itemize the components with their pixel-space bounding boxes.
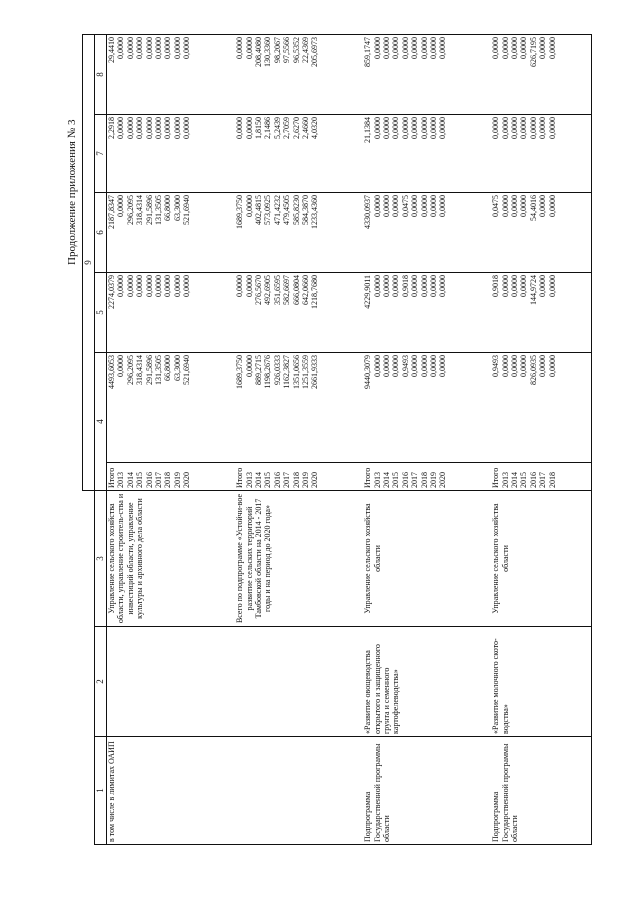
value-cells-col6: 0,0475 0,0000 0,0000 0,0000 54,4016 0,0000 0,0000 [491, 193, 591, 273]
column-header: 1 [95, 737, 107, 845]
value-cells-col6: 4330,0937 0,0000 0,0000 0,0000 0,0475 0,0000 0,0000 0,0000 0,0000 [363, 193, 491, 273]
year-cells: Итого 2013 2014 2015 2016 2017 2018 2019 2020 [235, 463, 363, 491]
year-cells: Итого 2013 2014 2015 2016 2017 2018 2019 2020 [107, 463, 236, 491]
row-label-col1: Подпрограмма Государственной программы области [491, 737, 591, 845]
value-cells-col4: 0,9493 0,0000 0,0000 0,0000 826,0935 0,0000 0,0000 [491, 353, 591, 463]
column-header: 2 [95, 627, 107, 737]
header-row [95, 34, 107, 844]
header-group-row [83, 34, 95, 844]
row-label-col2: «Развитие овощеводства открытого и защищенного грунта и семенного картофелеводства» [363, 627, 491, 737]
column-header: 4 [95, 353, 107, 491]
header-group-cell: 9 [83, 34, 95, 490]
table-row [235, 34, 363, 844]
year-cells: Итого 2013 2014 2015 2016 2017 2018 [491, 463, 591, 491]
table-row [363, 34, 491, 844]
table-row [107, 34, 236, 844]
row-label-col3: Управление сельского хозяйства области [491, 491, 591, 627]
value-cells-col5: 0,9018 0,0000 0,0000 0,0000 144,9724 0,0000 0,0000 [491, 273, 591, 353]
row-label-col1 [235, 737, 363, 845]
column-header: 6 [95, 193, 107, 273]
value-cells-col6: 2187,8347 0,0000 296,2095 318,4314 291,5896 131,3505 66,8000 63,3000 521,6940 [107, 193, 236, 273]
value-cells-col7: 21,1384 0,0000 0,0000 0,0000 0,0000 0,0000 0,0000 0,0000 0,0000 [363, 115, 491, 193]
column-header: 7 [95, 115, 107, 193]
value-cells-col4: 9440,3079 0,0000 0,0000 0,0000 0,9493 0,0000 0,0000 0,0000 0,0000 [363, 353, 491, 463]
row-label-col2 [235, 627, 363, 737]
row-label-col1: Подпрограмма Государственной программы области [363, 737, 491, 845]
value-cells-col4: 1689,3750 0,0000 889,2715 1198,2676 926,0333 1162,3827 1351,0656 1251,3559 2661,9333 [235, 353, 363, 463]
value-cells-col5: 2274,0379 0,0000 0,0000 0,0000 0,0000 0,0000 0,0000 0,0000 0,0000 [107, 273, 236, 353]
value-cells-col8: 859,1747 0,0000 0,0000 0,0000 0,0000 0,0000 0,0000 0,0000 0,0000 [363, 34, 491, 114]
value-cells-col7: 2,2918 0,0000 0,0000 0,0000 0,0000 0,0000 0,0000 0,0000 0,0000 [107, 115, 236, 193]
row-label-col3: Управление сельского хозяйства области, управление строитель-ства и инвестиций области, управление культуры и архивного дела области [107, 491, 236, 627]
row-label-col3: Всего по подпрограмме «Устойчи-вое развитие сельских территорий Тамбовской области на 2014 - 2017 годы и на период до 2020 года» [235, 491, 363, 627]
value-cells-col8: 29,4410 0,0000 0,0000 0,0000 0,0000 0,0000 0,0000 0,0000 0,0000 [107, 34, 236, 114]
value-cells-col7: 0,0000 0,0000 1,8150 2,1486 5,2439 2,7059 2,6270 2,4660 4,0320 [235, 115, 363, 193]
continuation-heading: Продолжение приложения № 3 [66, 119, 78, 265]
budget-table [82, 34, 592, 845]
value-cells-col7: 0,0000 0,0000 0,0000 0,0000 0,0000 0,0000 0,0000 [491, 115, 591, 193]
row-label-col2 [107, 627, 236, 737]
value-cells-col4: 4493,6053 0,0000 296,2095 318,4314 291,5896 131,3505 66,8000 63,3000 521,6940 [107, 353, 236, 463]
value-cells-col5: 4229,9011 0,0000 0,0000 0,0000 0,9018 0,0000 0,0000 0,0000 0,0000 [363, 273, 491, 353]
value-cells-col8: 0,0000 0,0000 0,0000 0,0000 626,7195 0,0000 0,0000 [491, 34, 591, 114]
column-header: 3 [95, 491, 107, 627]
year-cells: Итого 2013 2014 2015 2016 2017 2018 2019 2020 [363, 463, 491, 491]
value-cells-col8: 0,0000 0,0000 208,4080 130,3360 98,2067 97,5566 96,5352 22,4369 205,6973 [235, 34, 363, 114]
row-label-col2: «Развитие молочного ското-водства» [491, 627, 591, 737]
row-label-col3: Управление сельского хозяйства области [363, 491, 491, 627]
column-header: 8 [95, 34, 107, 114]
row-label-col1: в том числе в лимитах ОАИП [107, 737, 236, 845]
value-cells-col6: 1689,3750 0,0000 402,4815 573,0925 471,4232 479,4505 585,8230 584,3870 1233,4360 [235, 193, 363, 273]
value-cells-col5: 0,0000 0,0000 276,5670 492,6905 351,6595 582,6697 666,0804 642,0660 1218,7680 [235, 273, 363, 353]
column-header: 5 [95, 273, 107, 353]
table-row [491, 34, 591, 844]
